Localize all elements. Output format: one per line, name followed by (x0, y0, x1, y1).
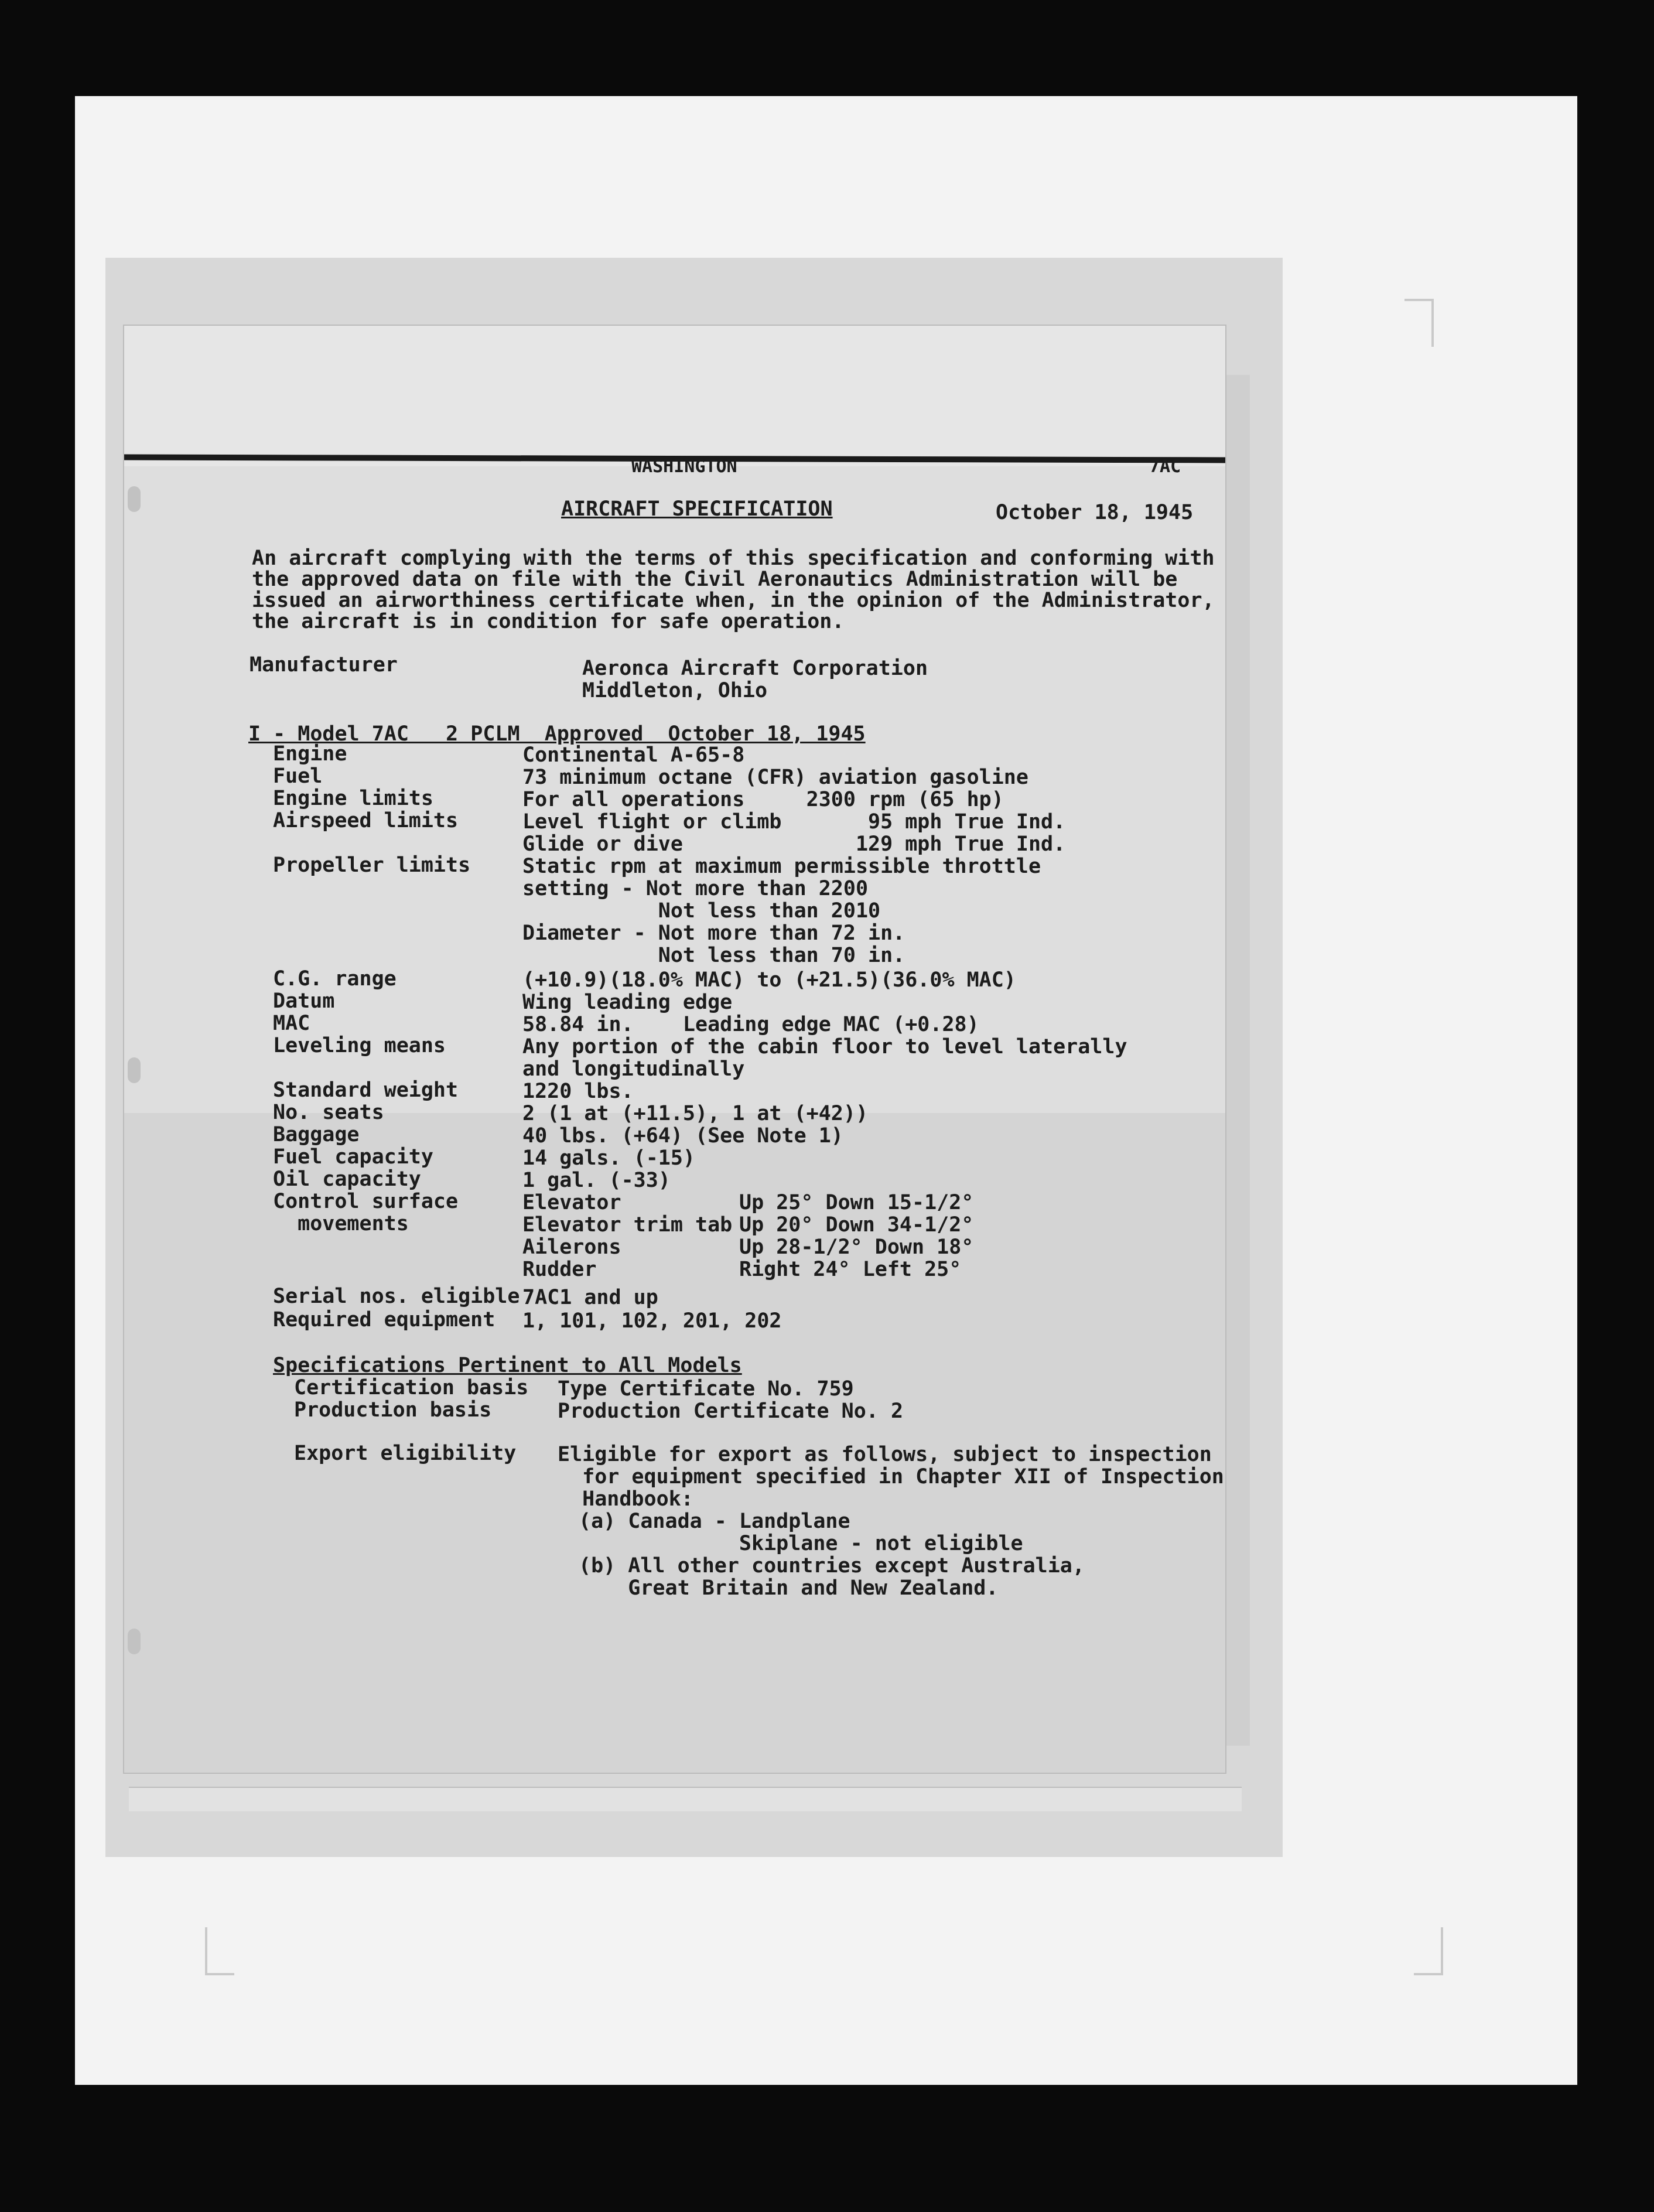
export-eligibility-label: Export eligibility (294, 1442, 517, 1465)
elevator-travel: Up 25° Down 15-1/2° (739, 1191, 974, 1214)
export-line-1: Eligible for export as follows, subject to inspection (558, 1443, 1212, 1466)
required-equipment-value: 1, 101, 102, 201, 202 (522, 1309, 782, 1333)
cg-range-label: C.G. range (273, 967, 397, 991)
engine-limits-label: Engine limits (273, 787, 433, 810)
airspeed-glide-value: Glide or dive 129 mph True Ind. (522, 832, 1066, 856)
leveling-means-value: Any portion of the cabin floor to level laterally (522, 1035, 1127, 1059)
baggage-label: Baggage (273, 1123, 360, 1146)
pertinent-heading: Specifications Pertinent to All Models (273, 1354, 742, 1377)
manufacturer-city: Middleton, Ohio (582, 679, 768, 702)
fuel-value: 73 minimum octane (CFR) aviation gasoline (522, 766, 1028, 789)
engine-label: Engine (273, 742, 347, 766)
datum-label: Datum (273, 989, 335, 1013)
manufacturer-label: Manufacturer (250, 653, 398, 677)
fuel-capacity-label: Fuel capacity (273, 1145, 433, 1169)
crop-mark-top-right (1404, 299, 1434, 347)
certification-basis-value: Type Certificate No. 759 (558, 1377, 854, 1401)
export-line-7: Great Britain and New Zealand. (579, 1576, 999, 1600)
manufacturer-name: Aeronca Aircraft Corporation (582, 657, 928, 680)
export-line-2: for equipment specified in Chapter XII of Inspection (558, 1465, 1224, 1489)
export-line-4: (a) Canada - Landplane (579, 1510, 850, 1533)
serial-value: 7AC1 and up (522, 1286, 658, 1309)
leveling-means-value-2: and longitudinally (522, 1057, 745, 1081)
seats-value: 2 (1 at (+11.5), 1 at (+42)) (522, 1102, 869, 1125)
export-line-5: Skiplane - not eligible (579, 1532, 1023, 1555)
cg-range-value: (+10.9)(18.0% MAC) to (+21.5)(36.0% MAC) (522, 968, 1016, 992)
punch-hole-bottom (128, 1629, 141, 1654)
trim-tab-travel: Up 20° Down 34-1/2° (739, 1213, 974, 1237)
datum-value: Wing leading edge (522, 991, 733, 1014)
mac-label: MAC (273, 1012, 310, 1035)
rudder-travel: Right 24° Left 25° (739, 1258, 962, 1281)
ailerons-label: Ailerons (522, 1235, 621, 1259)
export-line-3: Handbook: (558, 1487, 693, 1511)
stacked-page-edges (129, 1787, 1242, 1811)
mac-value: 58.84 in. Leading edge MAC (+0.28) (522, 1013, 979, 1036)
baggage-value: 40 lbs. (+64) (See Note 1) (522, 1124, 843, 1148)
serial-label: Serial nos. eligible (273, 1285, 520, 1308)
airspeed-limits-label: Airspeed limits (273, 809, 459, 832)
seats-label: No. seats (273, 1101, 384, 1124)
engine-limits-value: For all operations 2300 rpm (65 hp) (522, 788, 1004, 811)
rudder-label: Rudder (522, 1258, 597, 1281)
header-spec-number: 7AC (1149, 456, 1181, 477)
intro-line-4: the aircraft is in condition for safe operation. (252, 610, 845, 633)
certification-basis-label: Certification basis (294, 1376, 529, 1399)
fuel-capacity-value: 14 gals. (-15) (522, 1146, 696, 1170)
crop-mark-bottom-left (205, 1927, 234, 1975)
propeller-static-value: Static rpm at maximum permissible throttle (522, 855, 1041, 878)
elevator-label: Elevator (522, 1191, 621, 1214)
intro-line-3: issued an airworthiness certificate when, in the opinion of the Administrator, (252, 589, 1215, 612)
punch-hole-top (128, 486, 141, 512)
airspeed-level-value: Level flight or climb 95 mph True Ind. (522, 810, 1066, 834)
control-movements-label: movements (273, 1212, 409, 1235)
control-surface-label: Control surface (273, 1190, 459, 1213)
production-basis-value: Production Certificate No. 2 (558, 1399, 904, 1423)
punch-hole-middle (128, 1057, 141, 1083)
diameter-max-value: Diameter - Not more than 72 in. (522, 921, 905, 945)
document-date: October 18, 1945 (996, 501, 1194, 524)
export-line-6: (b) All other countries except Australia, (579, 1554, 1085, 1578)
header-city: WASHINGTON (631, 456, 737, 477)
engine-value: Continental A-65-8 (522, 743, 745, 767)
crop-mark-bottom-right (1414, 1927, 1443, 1975)
required-equipment-label: Required equipment (273, 1308, 495, 1332)
standard-weight-value: 1220 lbs. (522, 1080, 634, 1103)
oil-capacity-value: 1 gal. (-33) (522, 1169, 671, 1192)
propeller-limits-label: Propeller limits (273, 854, 471, 877)
leveling-means-label: Leveling means (273, 1034, 446, 1057)
production-basis-label: Production basis (294, 1398, 492, 1422)
intro-line-2: the approved data on file with the Civil Aeronautics Administration will be (252, 568, 1178, 591)
intro-line-1: An aircraft complying with the terms of this specification and conforming with (252, 547, 1215, 570)
propeller-max-value: setting - Not more than 2200 (522, 877, 869, 900)
underlying-page-edge (1225, 375, 1250, 1746)
model-heading: I - Model 7AC 2 PCLM Approved October 18, 1945 (248, 722, 866, 746)
oil-capacity-label: Oil capacity (273, 1168, 421, 1191)
trim-tab-label: Elevator trim tab (522, 1213, 733, 1237)
standard-weight-label: Standard weight (273, 1078, 459, 1102)
diameter-min-value: Not less than 70 in. (522, 944, 905, 967)
folded-top-flap (124, 326, 1225, 466)
ailerons-travel: Up 28-1/2° Down 18° (739, 1235, 974, 1259)
propeller-min-value: Not less than 2010 (522, 899, 881, 923)
fuel-label: Fuel (273, 764, 323, 788)
document-title: AIRCRAFT SPECIFICATION (561, 497, 833, 521)
